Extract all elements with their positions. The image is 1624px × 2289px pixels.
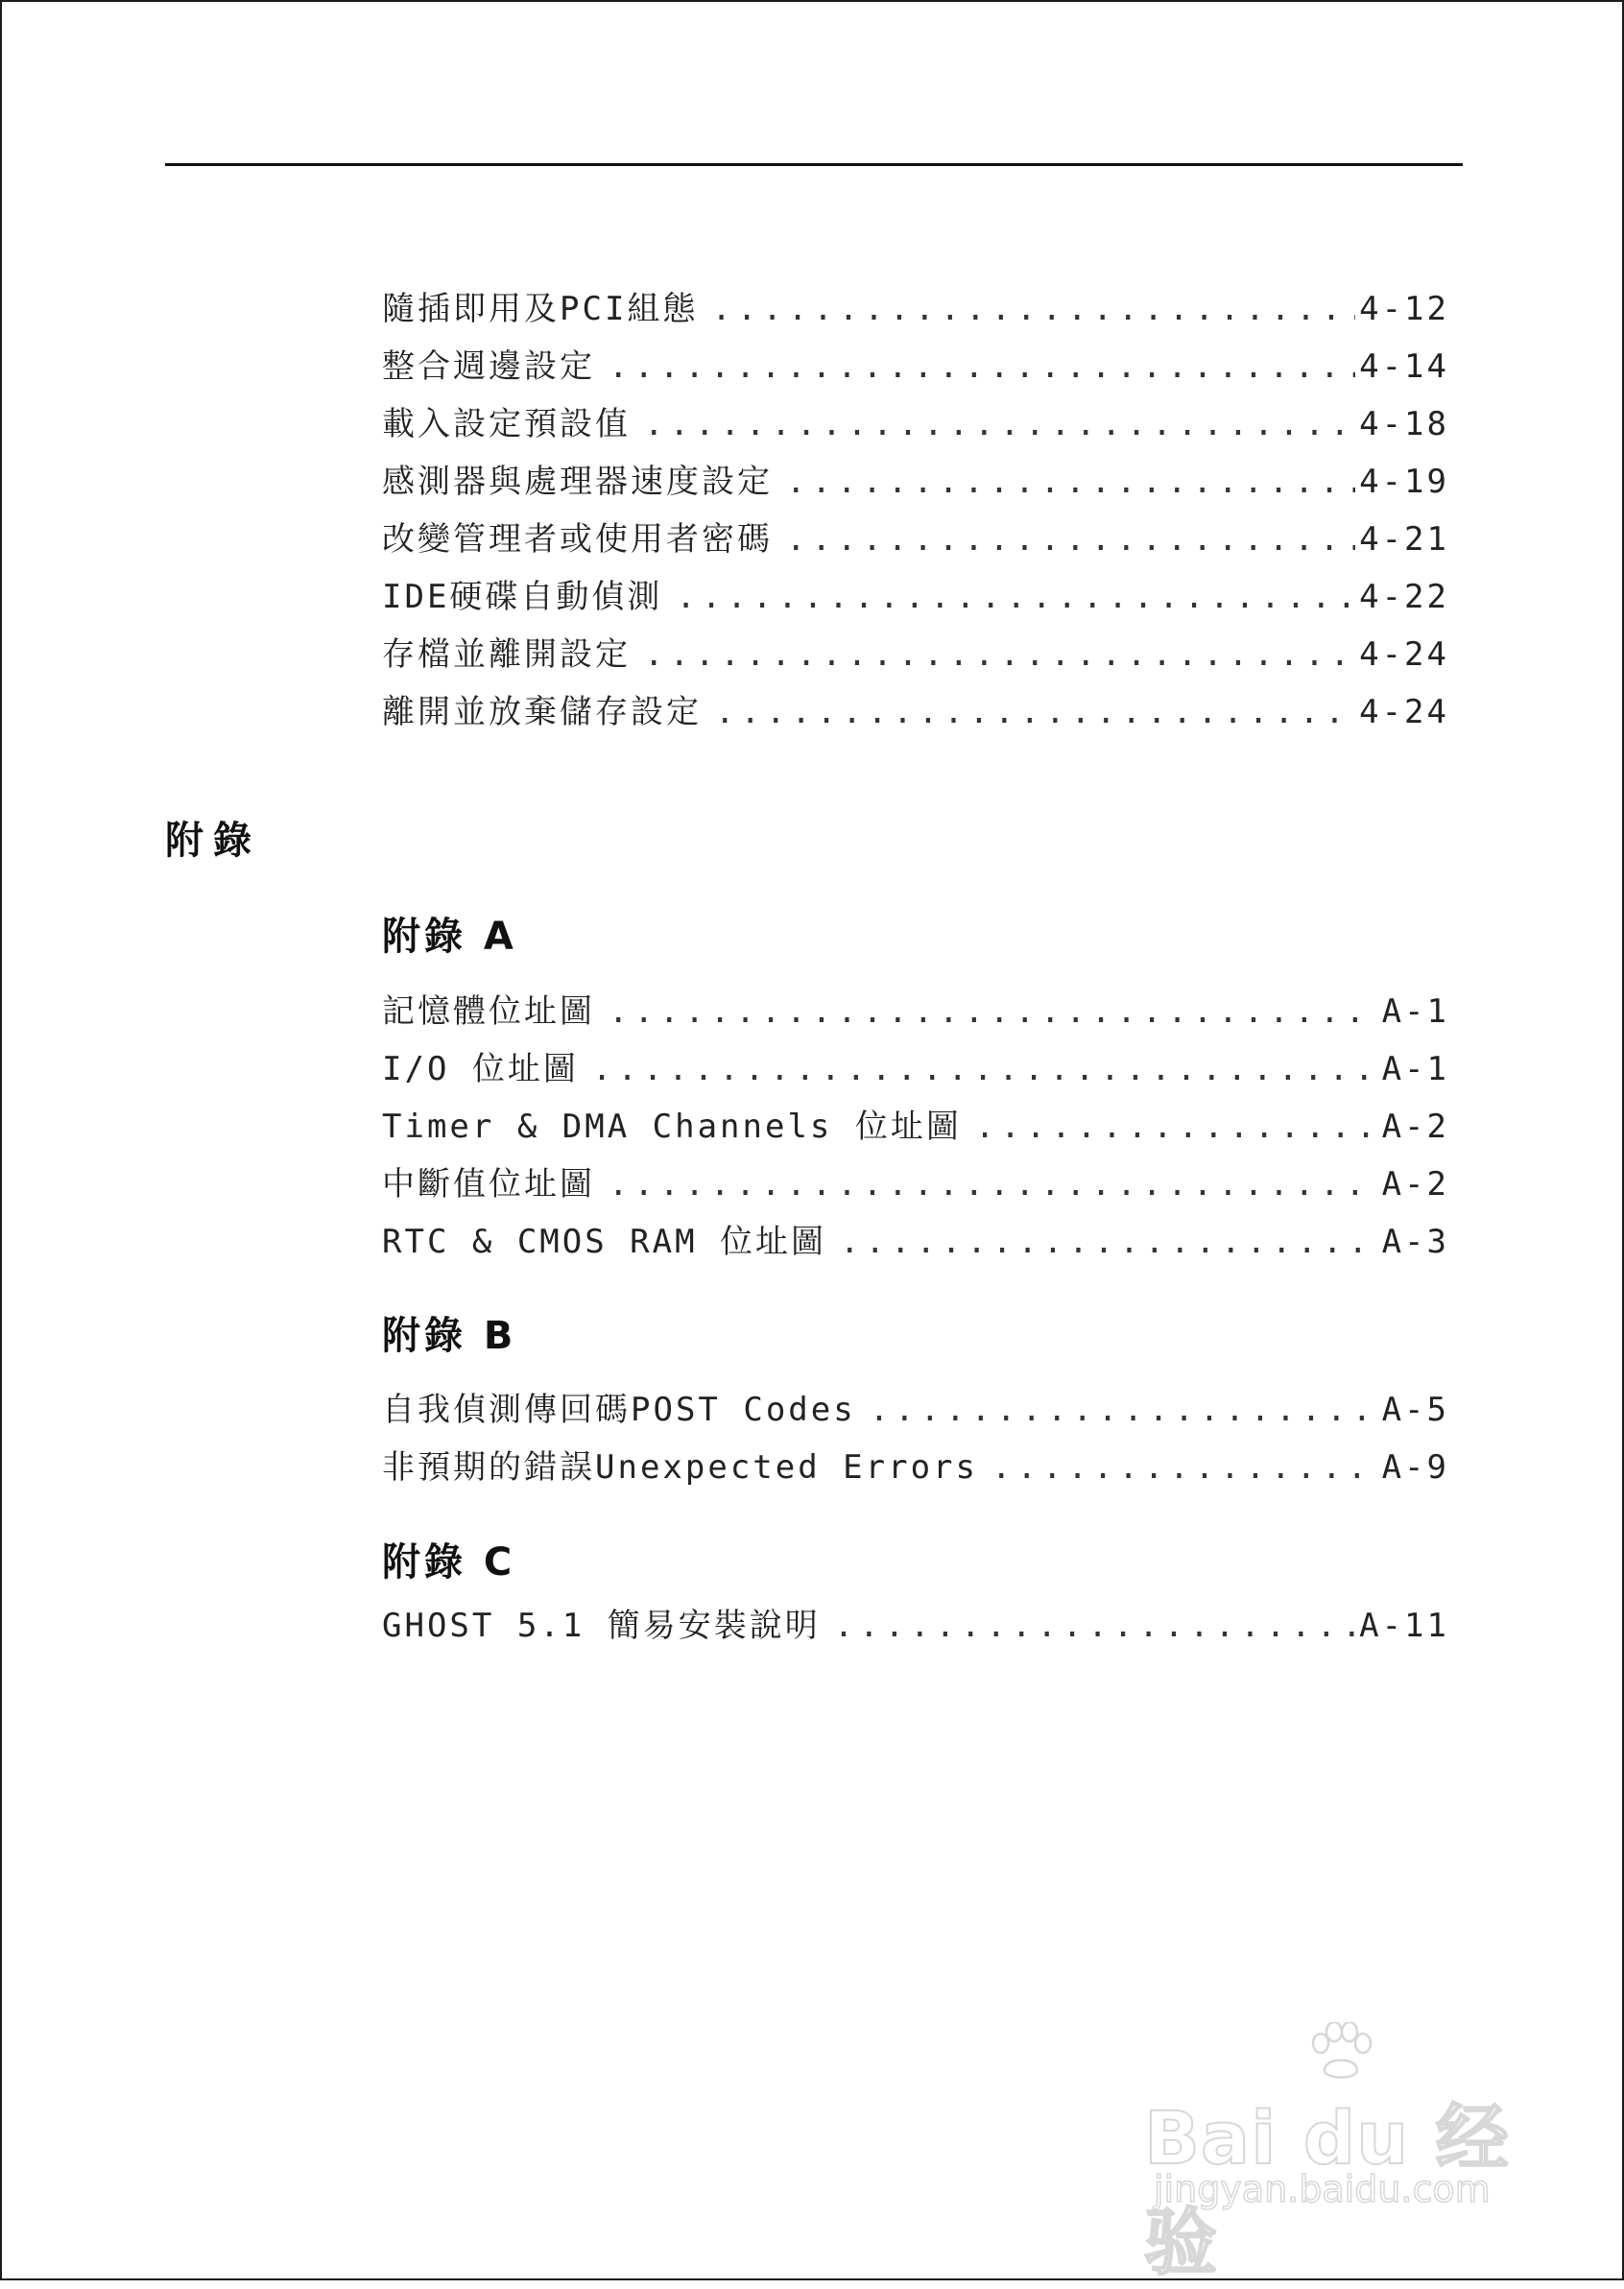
dot-leader [711,280,1355,338]
dot-leader [715,683,1355,741]
toc-entry-page: 4-12 [1359,290,1449,328]
toc-entry-page: A-1 [1381,1050,1449,1088]
toc-entry[interactable] [382,1040,1449,1098]
toc-entry-title: 離開並放棄儲存設定 [382,693,702,731]
dot-leader [840,1213,1378,1271]
toc-entry[interactable] [382,568,1449,626]
toc-list-appendix-a [382,983,1449,1271]
dot-leader [644,626,1355,683]
dot-leader [644,395,1355,453]
toc-entry[interactable] [382,511,1449,568]
toc-entry-page: 4-24 [1359,693,1449,731]
toc-entry-title: Timer & DMA Channels 位址圖 [382,1108,962,1146]
watermark-brand: Bai du 经验 [1144,2095,1510,2285]
toc-entry-page: 4-22 [1359,578,1449,616]
dot-leader [609,338,1355,395]
toc-entry-page: 4-14 [1359,347,1449,386]
watermark-site: jingyan.baidu.com [1154,2168,1491,2210]
toc-entry-page: A-11 [1359,1607,1449,1645]
toc-list-appendix-b [382,1381,1449,1496]
toc-entry-title: 自我偵測傳回碼POST Codes [382,1391,856,1429]
toc-entry[interactable] [382,1098,1449,1156]
toc-entry-title: RTC & CMOS RAM 位址圖 [382,1223,827,1261]
toc-entry[interactable] [382,1156,1449,1213]
toc-entry-page: 4-19 [1359,463,1449,501]
toc-entry-title: 感測器與處理器速度設定 [382,463,773,501]
toc-entry-title: 存檔並離開設定 [382,635,631,674]
toc-entry[interactable] [382,1381,1449,1439]
toc-list-appendix-c [382,1597,1449,1655]
toc-entry[interactable] [382,626,1449,683]
toc-entry-page: A-2 [1381,1108,1449,1146]
toc-entry-title: 隨插即用及PCI組態 [382,290,699,328]
toc-entry-title: 載入設定預設值 [382,405,631,443]
appendix-b-heading: 附錄 B [382,1314,517,1358]
toc-entry-title: 記憶體位址圖 [382,992,595,1031]
toc-entry-title: I/O 位址圖 [382,1050,579,1088]
baidu-jingyan-watermark [1144,2022,1547,2285]
toc-entry[interactable] [382,395,1449,453]
toc-entry[interactable] [382,1439,1449,1496]
toc-entry[interactable] [382,1213,1449,1271]
dot-leader [609,1156,1378,1213]
dot-leader [991,1439,1378,1496]
dot-leader [975,1098,1378,1156]
toc-entry-page: A-3 [1381,1223,1449,1261]
toc-entry-page: A-5 [1381,1391,1449,1429]
toc-entry-title: IDE硬碟自動偵測 [382,578,663,616]
toc-entry[interactable] [382,280,1449,338]
dot-leader [786,511,1355,568]
dot-leader [834,1597,1355,1655]
appendix-heading: 附錄 [165,819,261,863]
dot-leader [676,568,1355,626]
toc-entry[interactable] [382,683,1449,741]
toc-entry-title: GHOST 5.1 簡易安裝說明 [382,1607,821,1645]
toc-entry-page: 4-24 [1359,635,1449,674]
dot-leader [870,1381,1378,1439]
toc-entry[interactable] [382,338,1449,395]
paw-icon [1307,2022,1374,2084]
toc-entry-page: A-2 [1381,1165,1449,1204]
toc-entry-page: 4-21 [1359,520,1449,559]
toc-entry-title: 中斷值位址圖 [382,1165,595,1204]
toc-entry-title: 改變管理者或使用者密碼 [382,520,773,559]
header-rule [165,163,1463,166]
toc-entry-title: 整合週邊設定 [382,347,595,386]
toc-entry[interactable] [382,453,1449,511]
toc-entry-page: A-1 [1381,992,1449,1031]
appendix-c-heading: 附錄 C [382,1540,516,1585]
toc-entry-page: 4-18 [1359,405,1449,443]
toc-entry-title: 非預期的錯誤Unexpected Errors [382,1448,978,1487]
toc-entry[interactable] [382,983,1449,1040]
dot-leader [786,453,1355,511]
toc-list-chapter-4 [382,280,1449,741]
toc-entry-page: A-9 [1381,1448,1449,1487]
dot-leader [609,983,1378,1040]
dot-leader [592,1040,1378,1098]
appendix-a-heading: 附錄 A [382,915,517,959]
toc-entry[interactable] [382,1597,1449,1655]
